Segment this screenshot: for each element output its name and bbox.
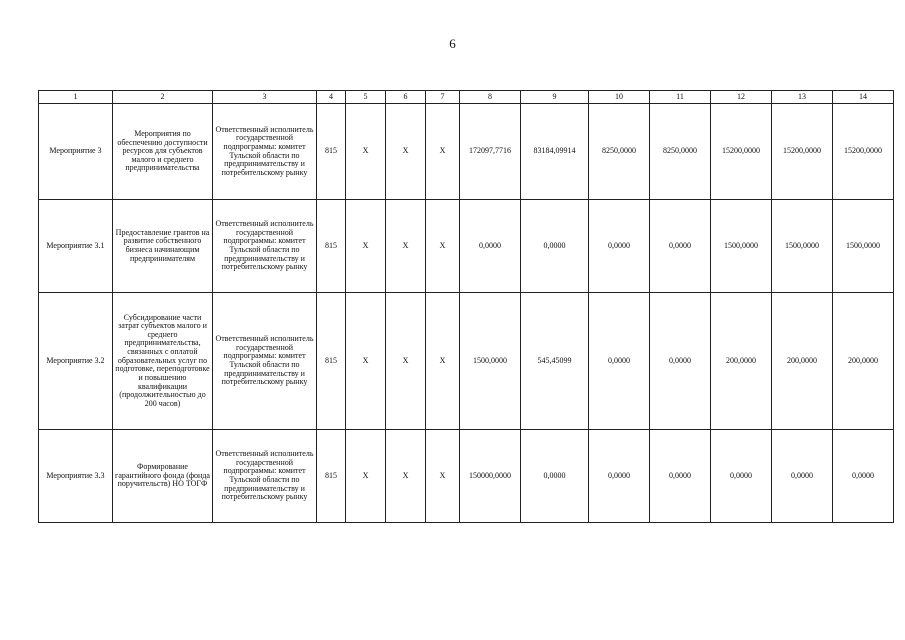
value-cell: 0,0000 bbox=[589, 200, 650, 293]
value-cell: 815 bbox=[317, 104, 346, 200]
value-cell: 15200,0000 bbox=[833, 104, 894, 200]
event-cell: Мероприятие 3 bbox=[39, 104, 113, 200]
header-cell: 5 bbox=[346, 91, 386, 104]
value-cell: X bbox=[346, 104, 386, 200]
value-cell: 0,0000 bbox=[521, 430, 589, 523]
value-cell: 815 bbox=[317, 430, 346, 523]
value-cell: X bbox=[426, 293, 460, 430]
header-cell: 6 bbox=[386, 91, 426, 104]
header-cell: 12 bbox=[711, 91, 772, 104]
header-cell: 3 bbox=[213, 91, 317, 104]
value-cell: X bbox=[426, 430, 460, 523]
value-cell: 83184,09914 bbox=[521, 104, 589, 200]
value-cell: 0,0000 bbox=[772, 430, 833, 523]
header-cell: 11 bbox=[650, 91, 711, 104]
executor-cell: Ответственный исполнитель государственной подпрограммы: комитет Тульской области по предпринимательству и потребительскому рынку bbox=[213, 293, 317, 430]
value-cell: 200,0000 bbox=[711, 293, 772, 430]
header-cell: 14 bbox=[833, 91, 894, 104]
title-cell: Предоставление грантов на развитие собственного бизнеса начинающим предпринимателям bbox=[113, 200, 213, 293]
value-cell: X bbox=[386, 104, 426, 200]
event-cell: Мероприятие 3.1 bbox=[39, 200, 113, 293]
header-cell: 4 bbox=[317, 91, 346, 104]
event-cell: Мероприятие 3.3 bbox=[39, 430, 113, 523]
header-cell: 7 bbox=[426, 91, 460, 104]
executor-cell: Ответственный исполнитель государственной подпрограммы: комитет Тульской области по предпринимательству и потребительскому рынку bbox=[213, 430, 317, 523]
value-cell: 0,0000 bbox=[650, 200, 711, 293]
header-cell: 10 bbox=[589, 91, 650, 104]
value-cell: 8250,0000 bbox=[589, 104, 650, 200]
value-cell: 0,0000 bbox=[589, 293, 650, 430]
value-cell: 172097,7716 bbox=[460, 104, 521, 200]
value-cell: 1500,0000 bbox=[711, 200, 772, 293]
header-cell: 2 bbox=[113, 91, 213, 104]
value-cell: X bbox=[346, 200, 386, 293]
value-cell: 0,0000 bbox=[589, 430, 650, 523]
executor-cell: Ответственный исполнитель государственной подпрограммы: комитет Тульской области по предпринимательству и потребительскому рынку bbox=[213, 104, 317, 200]
table-row bbox=[39, 104, 894, 200]
value-cell: 15200,0000 bbox=[711, 104, 772, 200]
value-cell: 815 bbox=[317, 293, 346, 430]
value-cell: 0,0000 bbox=[460, 200, 521, 293]
value-cell: 0,0000 bbox=[650, 293, 711, 430]
header-cell: 1 bbox=[39, 91, 113, 104]
title-cell: Субсидирование части затрат субъектов малого и среднего предпринимательства, связанных с оплатой образовательных услуг по подготовке, переподготовке и повышению квалификации (продолжительностью до 200 часов) bbox=[113, 293, 213, 430]
value-cell: X bbox=[346, 293, 386, 430]
page-number: 6 bbox=[449, 36, 456, 51]
value-cell: 815 bbox=[317, 200, 346, 293]
event-cell: Мероприятие 3.2 bbox=[39, 293, 113, 430]
program-table bbox=[38, 90, 894, 523]
title-cell: Формирование гарантийного фонда (фонда поручительств) НО ТОГФ bbox=[113, 430, 213, 523]
value-cell: 0,0000 bbox=[833, 430, 894, 523]
header-row bbox=[39, 91, 894, 104]
title-cell: Мероприятия по обеспечению доступности ресурсов для субъектов малого и среднего предпринимательства bbox=[113, 104, 213, 200]
value-cell: X bbox=[386, 430, 426, 523]
value-cell: X bbox=[386, 293, 426, 430]
value-cell: 1500,0000 bbox=[460, 293, 521, 430]
value-cell: 0,0000 bbox=[650, 430, 711, 523]
table-row bbox=[39, 430, 894, 523]
value-cell: X bbox=[426, 200, 460, 293]
value-cell: 1500,0000 bbox=[772, 200, 833, 293]
value-cell: 150000,0000 bbox=[460, 430, 521, 523]
value-cell: 1500,0000 bbox=[833, 200, 894, 293]
header-cell: 13 bbox=[772, 91, 833, 104]
value-cell: 200,0000 bbox=[833, 293, 894, 430]
value-cell: X bbox=[346, 430, 386, 523]
header-cell: 8 bbox=[460, 91, 521, 104]
table-row bbox=[39, 200, 894, 293]
value-cell: 0,0000 bbox=[521, 200, 589, 293]
value-cell: 0,0000 bbox=[711, 430, 772, 523]
value-cell: 15200,0000 bbox=[772, 104, 833, 200]
value-cell: 200,0000 bbox=[772, 293, 833, 430]
executor-cell: Ответственный исполнитель государственной подпрограммы: комитет Тульской области по предпринимательству и потребительскому рынку bbox=[213, 200, 317, 293]
value-cell: X bbox=[426, 104, 460, 200]
value-cell: 8250,0000 bbox=[650, 104, 711, 200]
table-row bbox=[39, 293, 894, 430]
header-cell: 9 bbox=[521, 91, 589, 104]
value-cell: X bbox=[386, 200, 426, 293]
value-cell: 545,45099 bbox=[521, 293, 589, 430]
